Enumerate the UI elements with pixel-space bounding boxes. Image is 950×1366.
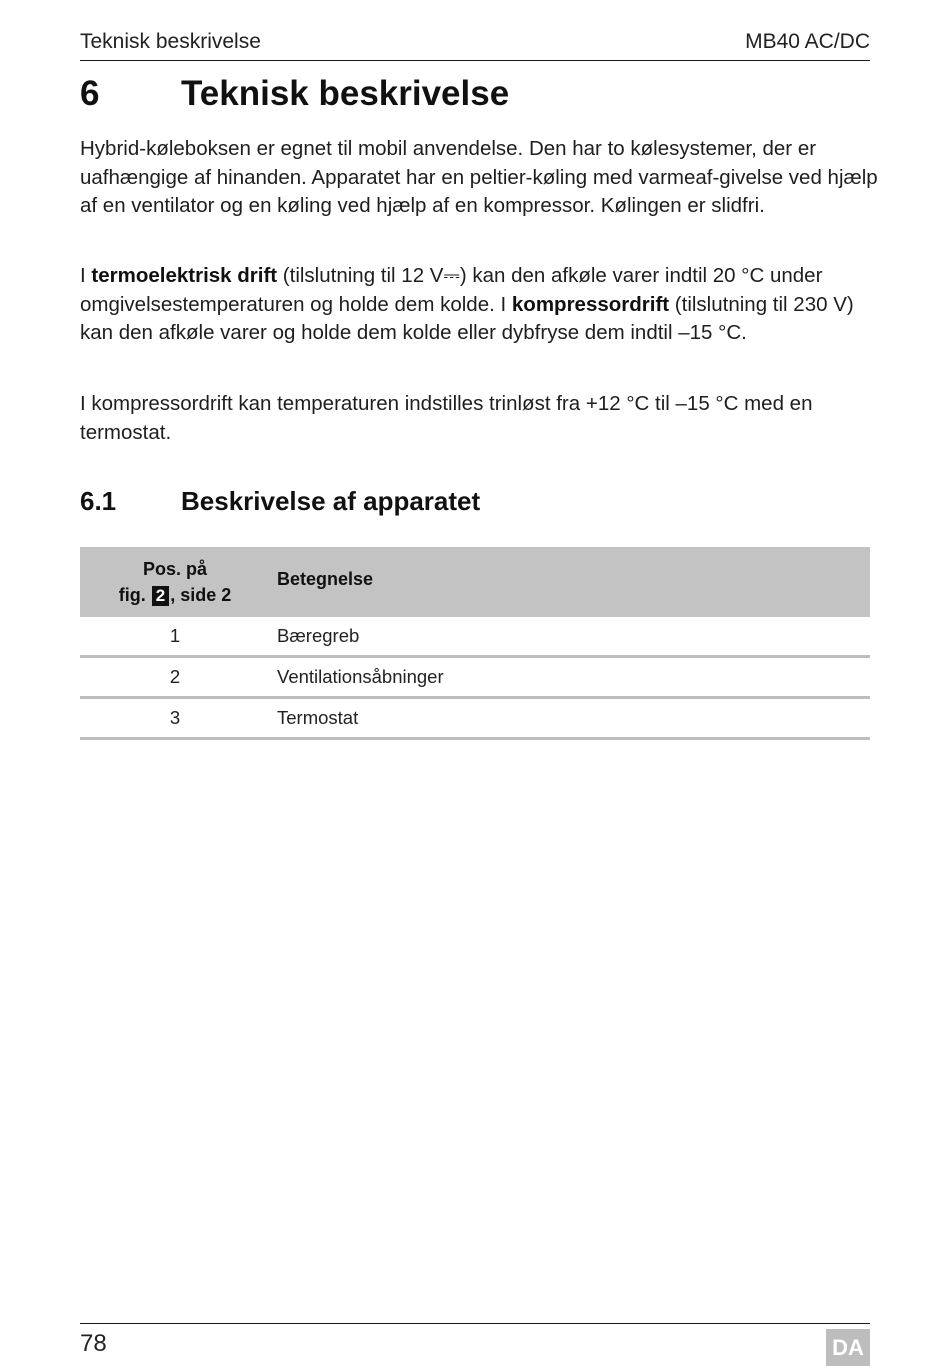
table-header: [80, 547, 870, 617]
p2-text-3: (tilslutning til 230 V) kan den afkøle varer og holde dem kolde eller dybfryse dem indtil –15 °C.: [80, 292, 854, 344]
row-position: 1: [169, 625, 181, 646]
p2-text-2: (tilslutning til 12 V⎓) kan den afkøle varer indtil 20 °C under omgivelsestemperaturen og holde dem kolde. I: [80, 264, 823, 316]
row-designation: Bæregreb: [277, 625, 360, 646]
chapter-number: 6: [80, 74, 100, 113]
row-designation: Termostat: [277, 707, 359, 728]
position-header-side: , side 2: [170, 585, 232, 605]
language-badge: DA: [826, 1329, 870, 1366]
table-row: [80, 658, 870, 699]
intro-paragraph: Hybrid-køleboksen er egnet til mobil anvendelse. Den har to kølesystemer, der er uafhængige af hinanden. Apparatet har en peltier-køling med varmeaf-givelse ved hjælp af en ventilator og en køling ved hjælp af en kompressor. Kølingen er slidfri.: [80, 137, 878, 217]
header-section-title: Teknisk beskrivelse: [80, 30, 261, 53]
thermoelectric-mode-term: termoelektrisk drift: [91, 264, 278, 287]
page-header: [80, 28, 870, 61]
parts-table: [80, 547, 870, 740]
table-row: [80, 699, 870, 740]
operation-paragraph: [80, 262, 880, 348]
page-number: 78: [80, 1330, 107, 1357]
section-number: 6.1: [80, 486, 117, 516]
page-footer: [80, 1323, 870, 1366]
section-heading: [80, 486, 870, 522]
p2-text-1: I: [80, 264, 92, 287]
table-row: [80, 617, 870, 658]
header-model-name: MB40 AC/DC: [745, 30, 870, 53]
position-header-line1: Pos. på: [142, 559, 208, 579]
row-position: 2: [169, 666, 181, 687]
thermostat-paragraph: I kompressordrift kan temperaturen indstilles trinløst fra +12 °C til –15 °C med en termostat.: [80, 392, 813, 444]
row-designation: Ventilationsåbninger: [277, 666, 444, 687]
position-header-fig: fig.: [118, 585, 146, 605]
designation-column-header: Betegnelse: [277, 569, 374, 589]
chapter-title: Teknisk beskrivelse: [181, 74, 510, 113]
figure-number-badge: 2: [152, 586, 169, 606]
row-position: 3: [169, 707, 181, 728]
chapter-heading: [80, 74, 870, 122]
section-title: Beskrivelse af apparatet: [181, 486, 481, 516]
compressor-mode-term: kompressordrift: [511, 292, 670, 316]
position-column-header: [80, 556, 270, 608]
